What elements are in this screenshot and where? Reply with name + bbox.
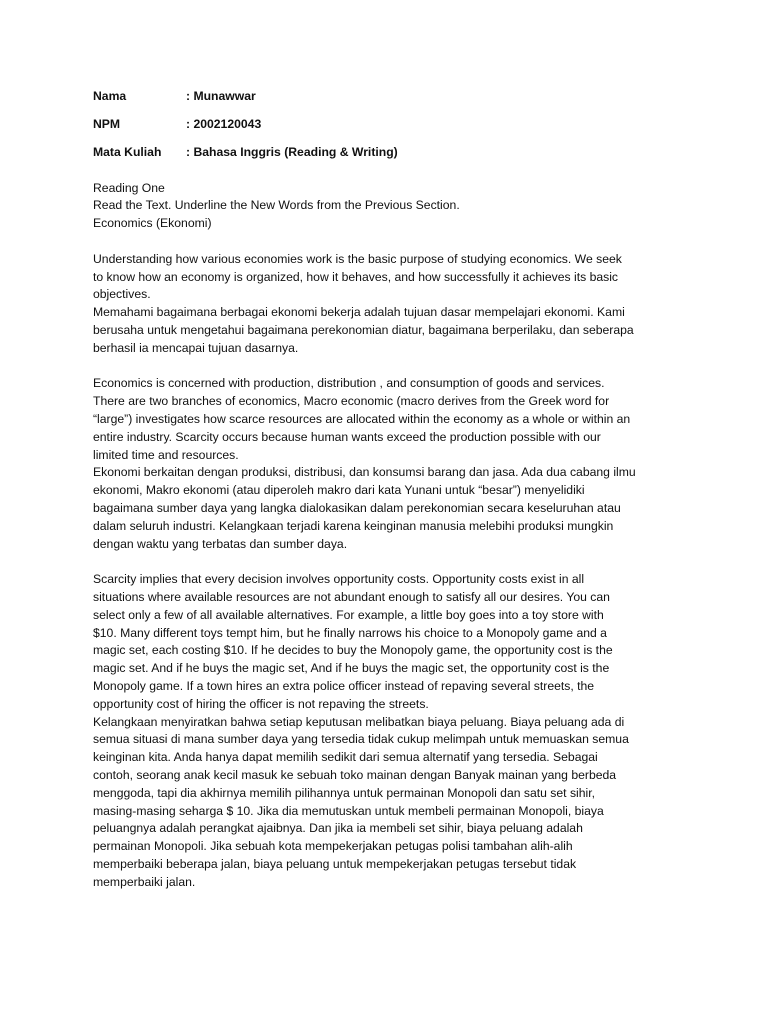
- intro-block: [93, 180, 678, 233]
- info-value-mata-kuliah: : Bahasa Inggris (Reading & Writing): [186, 144, 398, 159]
- text-line: situations where available resources are not abundant enough to satisfy all our desires. You can: [93, 590, 610, 604]
- paragraph-1: [93, 251, 678, 358]
- text-line: peluangnya adalah perangkat ajaibnya. Dan jika ia membeli set sihir, biaya peluang adalah: [93, 821, 583, 836]
- text-line: opportunity cost of hiring the officer is not repaving the streets.: [93, 696, 429, 711]
- text-line: Understanding how various economies work is the basic purpose of studying economics. We seek: [93, 251, 622, 266]
- text-line: Monopoly game. If a town hires an extra police officer instead of repaving several streets, the: [93, 678, 595, 693]
- text-line: $10. Many different toys tempt him, but he finally narrows his choice to a Monopoly game and a: [93, 625, 607, 640]
- text-line: Ekonomi berkaitan dengan produksi, distribusi, dan konsumsi barang dan jasa. Ada dua cabang ilmu: [93, 465, 636, 480]
- info-row-nama: [93, 88, 678, 106]
- text-line: to know how an economy is organized, how it behaves, and how successfully it achieves its basic: [93, 269, 619, 284]
- text-line: magic set, each costing $10. If he decides to buy the Monopoly game, the opportunity cost is the: [93, 643, 613, 658]
- text-line: dalam seluruh industri. Kelangkaan terjadi karena keinginan manusia melebihi produksi mungkin: [93, 518, 614, 533]
- text-line: magic set. And if he buys the magic set, And if he buys the magic set, the opportunity cost is the: [93, 661, 610, 676]
- text-line: masing-masing seharga $ 10. Jika dia memutuskan untuk membeli permainan Monopoli, biaya: [93, 803, 604, 818]
- text-line: Economics is concerned with production, distribution , and consumption of goods and services.: [93, 376, 605, 391]
- text-line: objectives.: [93, 287, 151, 302]
- paragraph-3: [93, 571, 678, 891]
- text-line: memperbaiki beberapa jalan, biaya peluang untuk mempekerjakan petugas tersebut tidak: [93, 856, 577, 871]
- text-line: entire industry. Scarcity occurs because human wants exceed the production possible with our: [93, 429, 601, 444]
- text-line: contoh, seorang anak kecil masuk ke sebuah toko mainan dengan Banyak mainan yang berbeda: [93, 767, 617, 782]
- text-line: Memahami bagaimana berbagai ekonomi bekerja adalah tujuan dasar mempelajari ekonomi. Kami: [93, 305, 625, 320]
- paragraph-2: [93, 375, 678, 553]
- text-line: There are two branches of economics, Macro economic (macro derives from the Greek word for: [93, 394, 610, 409]
- text-line: select only a few of all available alternatives. For example, a little boy goes into a toy store with: [93, 607, 604, 622]
- text-line: limited time and resources.: [93, 447, 239, 462]
- info-label-mata-kuliah: Mata Kuliah: [93, 144, 162, 159]
- text-line: “large”) investigates how scarce resources are allocated within the economy as a whole or within an: [93, 412, 631, 427]
- text-line: memperbaiki jalan.: [93, 874, 196, 889]
- info-value-npm: : 2002120043: [186, 116, 262, 131]
- instruction-line: Read the Text. Underline the New Words from the Previous Section.: [93, 198, 460, 213]
- info-label-npm: NPM: [93, 116, 121, 131]
- info-row-npm: [93, 116, 678, 134]
- text-line: menggoda, tapi dia akhirnya memilih pilihannya untuk permainan Monopoli dan satu set sihir,: [93, 785, 596, 800]
- text-line: berhasil ia mencapai tujuan dasarnya.: [93, 340, 299, 355]
- topic-title: Economics (Ekonomi): [93, 216, 212, 231]
- text-line: keinginan kita. Anda hanya dapat memilih sedikit dari semua alternatif yang tersedia. Sebagai: [93, 750, 598, 765]
- info-value-nama: : Munawwar: [186, 89, 256, 103]
- text-line: Scarcity implies that every decision involves opportunity costs. Opportunity costs exist in all: [93, 572, 585, 587]
- info-row-mata-kuliah: [93, 144, 678, 162]
- text-line: Kelangkaan menyiratkan bahwa setiap keputusan melibatkan biaya peluang. Biaya peluang ada di: [93, 714, 625, 729]
- text-line: berusaha untuk mengetahui bagaimana perekonomian diatur, bagaimana berperilaku, dan seberapa: [93, 323, 634, 338]
- text-line: bagaimana sumber daya yang langka dialokasikan dalam perekonomian secara keseluruhan atau: [93, 501, 621, 516]
- text-line: ekonomi, Makro ekonomi (atau diperoleh makro dari kata Yunani untuk “besar”) menyelidiki: [93, 483, 585, 498]
- document-page: [93, 88, 678, 892]
- text-line: semua situasi di mana sumber daya yang tersedia tidak cukup melimpah untuk memuaskan semua: [93, 732, 629, 747]
- text-line: dengan waktu yang terbatas dan sumber daya.: [93, 536, 348, 551]
- text-line: permainan Monopoli. Jika sebuah kota mempekerjakan petugas polisi tambahan alih-alih: [93, 839, 573, 854]
- info-label-nama: Nama: [93, 89, 127, 103]
- reading-title: Reading One: [93, 180, 165, 195]
